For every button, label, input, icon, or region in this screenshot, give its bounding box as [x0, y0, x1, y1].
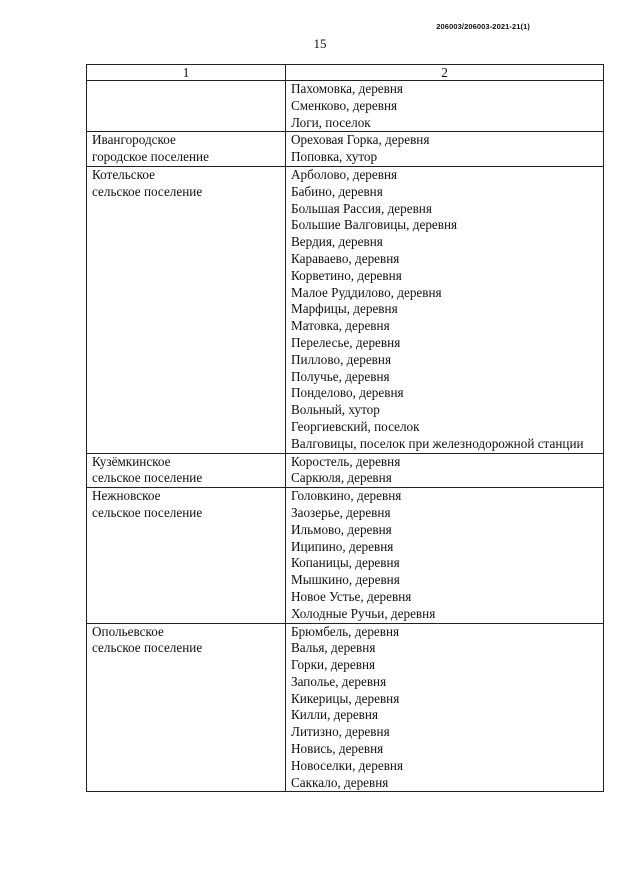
table-row	[87, 81, 604, 132]
locality-item: Поповка, хутор	[291, 149, 378, 165]
locality-item: Брюмбель, деревня	[291, 623, 400, 639]
locality-item: Понделово, деревня	[291, 385, 404, 401]
locality-item: Сменково, деревня	[291, 97, 398, 113]
locality-item: Горки, деревня	[291, 657, 376, 673]
table-row	[87, 488, 604, 623]
settlement-name-line: Кузёмкинское	[92, 453, 171, 469]
localities-cell	[286, 488, 604, 623]
settlement-name-line: сельское поселение	[92, 640, 203, 656]
settlement-cell	[87, 623, 286, 792]
page-number: 15	[313, 36, 327, 51]
table-row	[87, 166, 604, 453]
table-body	[87, 81, 604, 792]
locality-item: Марфицы, деревня	[291, 301, 398, 317]
settlement-name-line: Ивангородское	[92, 132, 176, 148]
settlements-table	[86, 64, 604, 792]
locality-item: Перелесье, деревня	[291, 334, 401, 350]
locality-item: Вердия, деревня	[291, 234, 383, 250]
locality-item: Георгиевский, поселок	[291, 418, 420, 434]
locality-item: Большие Валговицы, деревня	[291, 217, 458, 233]
locality-item: Килли, деревня	[291, 707, 379, 723]
locality-item: Саркюля, деревня	[291, 470, 392, 486]
locality-item: Копаницы, деревня	[291, 555, 400, 571]
locality-item: Арболово, деревня	[291, 166, 398, 182]
table-row	[87, 453, 604, 488]
locality-item: Караваево, деревня	[291, 250, 400, 266]
locality-item: Новоселки, деревня	[291, 757, 404, 773]
settlement-name-line: сельское поселение	[92, 470, 203, 486]
table-row	[87, 623, 604, 792]
locality-item: Бабино, деревня	[291, 183, 383, 199]
settlement-cell	[87, 488, 286, 623]
settlement-cell	[87, 453, 286, 488]
locality-item: Матовка, деревня	[291, 318, 390, 334]
settlement-name-line: Опольевское	[92, 623, 164, 639]
locality-item: Большая Рассия, деревня	[291, 200, 432, 216]
locality-item: Корветино, деревня	[291, 267, 402, 283]
locality-item: Ореховая Горка, деревня	[291, 132, 430, 148]
locality-item: Коростель, деревня	[291, 453, 401, 469]
localities-cell	[286, 453, 604, 488]
settlement-cell	[87, 166, 286, 453]
locality-item: Валья, деревня	[291, 640, 376, 656]
locality-item: Холодные Ручьи, деревня	[291, 605, 436, 621]
localities-cell	[286, 166, 604, 453]
settlement-name-line: сельское поселение	[92, 504, 203, 520]
locality-item: Ильмово, деревня	[291, 521, 392, 537]
locality-item: Мышкино, деревня	[291, 572, 400, 588]
settlement-name-line: Котельское	[92, 166, 155, 182]
table-header-row	[87, 65, 604, 81]
locality-item: Вольный, хутор	[291, 402, 380, 418]
locality-item: Головкино, деревня	[291, 488, 402, 504]
locality-item: Малое Руддилово, деревня	[291, 284, 442, 300]
locality-item: Валговицы, поселок при железнодорожной станции	[291, 435, 584, 451]
column-header-1: 1	[87, 65, 286, 81]
settlement-cell	[87, 81, 286, 132]
document-id: 206003/206003-2021-21(1)	[436, 22, 530, 31]
settlement-name-line: Нежновское	[92, 488, 161, 504]
locality-item: Заозерье, деревня	[291, 504, 391, 520]
locality-item: Новое Устье, деревня	[291, 588, 412, 604]
locality-item: Получье, деревня	[291, 368, 390, 384]
localities-cell	[286, 81, 604, 132]
locality-item: Новись, деревня	[291, 741, 384, 757]
localities-cell	[286, 132, 604, 167]
settlement-cell	[87, 132, 286, 167]
locality-item: Пиллово, деревня	[291, 351, 392, 367]
settlement-name-line: сельское поселение	[92, 183, 203, 199]
locality-item: Литизно, деревня	[291, 724, 390, 740]
locality-item: Саккало, деревня	[291, 774, 389, 790]
locality-item: Заполье, деревня	[291, 673, 387, 689]
locality-item: Пахомовка, деревня	[291, 81, 403, 96]
settlement-name-line: городское поселение	[92, 149, 209, 165]
localities-cell	[286, 623, 604, 792]
table-row	[87, 132, 604, 167]
locality-item: Логи, поселок	[291, 114, 371, 130]
column-header-2: 2	[286, 65, 604, 81]
locality-item: Кикерицы, деревня	[291, 690, 400, 706]
locality-item: Иципино, деревня	[291, 538, 394, 554]
